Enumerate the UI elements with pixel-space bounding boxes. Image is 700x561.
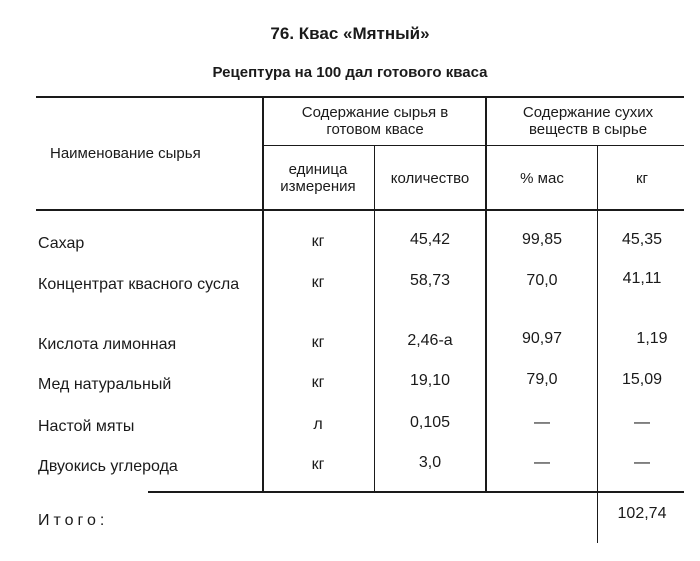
- row-kg: —: [634, 414, 650, 431]
- row-qty: 58,73: [409, 272, 451, 289]
- row-qty: 2,46-а: [407, 332, 453, 349]
- row-qty: 0,105: [409, 414, 451, 431]
- row-qty: 45,42: [409, 231, 451, 248]
- row-unit: л: [313, 416, 323, 433]
- header-name: Наименование сырья: [50, 145, 201, 162]
- row-unit: кг: [311, 233, 325, 250]
- row-pct: 70,0: [526, 272, 558, 289]
- row-kg: 41,11: [622, 270, 662, 287]
- row-pct: —: [534, 454, 550, 471]
- row-qty: 3,0: [418, 454, 442, 471]
- row-name: Двуокись углерода: [38, 458, 178, 475]
- row-name: Концентрат квасного сусла: [38, 276, 240, 293]
- row-kg: 15,09: [621, 371, 663, 388]
- row-kg: 45,35: [621, 231, 663, 248]
- row-pct: 99,85: [521, 231, 563, 248]
- col-divider-4: [597, 145, 598, 543]
- header-group-dry: Содержание сухих веществ в сырье: [522, 104, 654, 138]
- header-kg: кг: [635, 170, 649, 187]
- header-unit: единица измерения: [280, 161, 356, 195]
- row-pct: —: [534, 414, 550, 431]
- row-unit: кг: [311, 274, 325, 291]
- row-name: Кислота лимонная: [38, 336, 177, 353]
- row-kg: 1,19: [636, 330, 668, 347]
- table-top-rule: [36, 96, 684, 98]
- row-unit: кг: [311, 374, 325, 391]
- row-unit: кг: [311, 456, 325, 473]
- total-label: Итого:: [38, 512, 109, 529]
- page-title: 76. Квас «Мятный»: [270, 24, 430, 43]
- header-group-content: Содержание сырья в готовом квасе: [301, 104, 449, 138]
- header-mid-rule: [262, 145, 684, 146]
- header-qty: количество: [390, 170, 470, 187]
- recipe-subtitle: Рецептура на 100 дал готового кваса: [212, 64, 488, 81]
- header-pct: % мас: [520, 170, 564, 187]
- header-bottom-rule: [36, 209, 684, 211]
- total-value: 102,74: [617, 505, 667, 522]
- total-rule: [148, 491, 684, 493]
- row-qty: 19,10: [409, 372, 451, 389]
- row-pct: 79,0: [526, 371, 558, 388]
- col-divider-2: [374, 145, 375, 491]
- row-kg: —: [634, 454, 650, 471]
- row-name: Мед натуральный: [38, 376, 172, 393]
- row-pct: 90,97: [521, 330, 563, 347]
- row-name: Сахар: [38, 235, 85, 252]
- row-unit: кг: [311, 334, 325, 351]
- row-name: Настой мяты: [38, 418, 135, 435]
